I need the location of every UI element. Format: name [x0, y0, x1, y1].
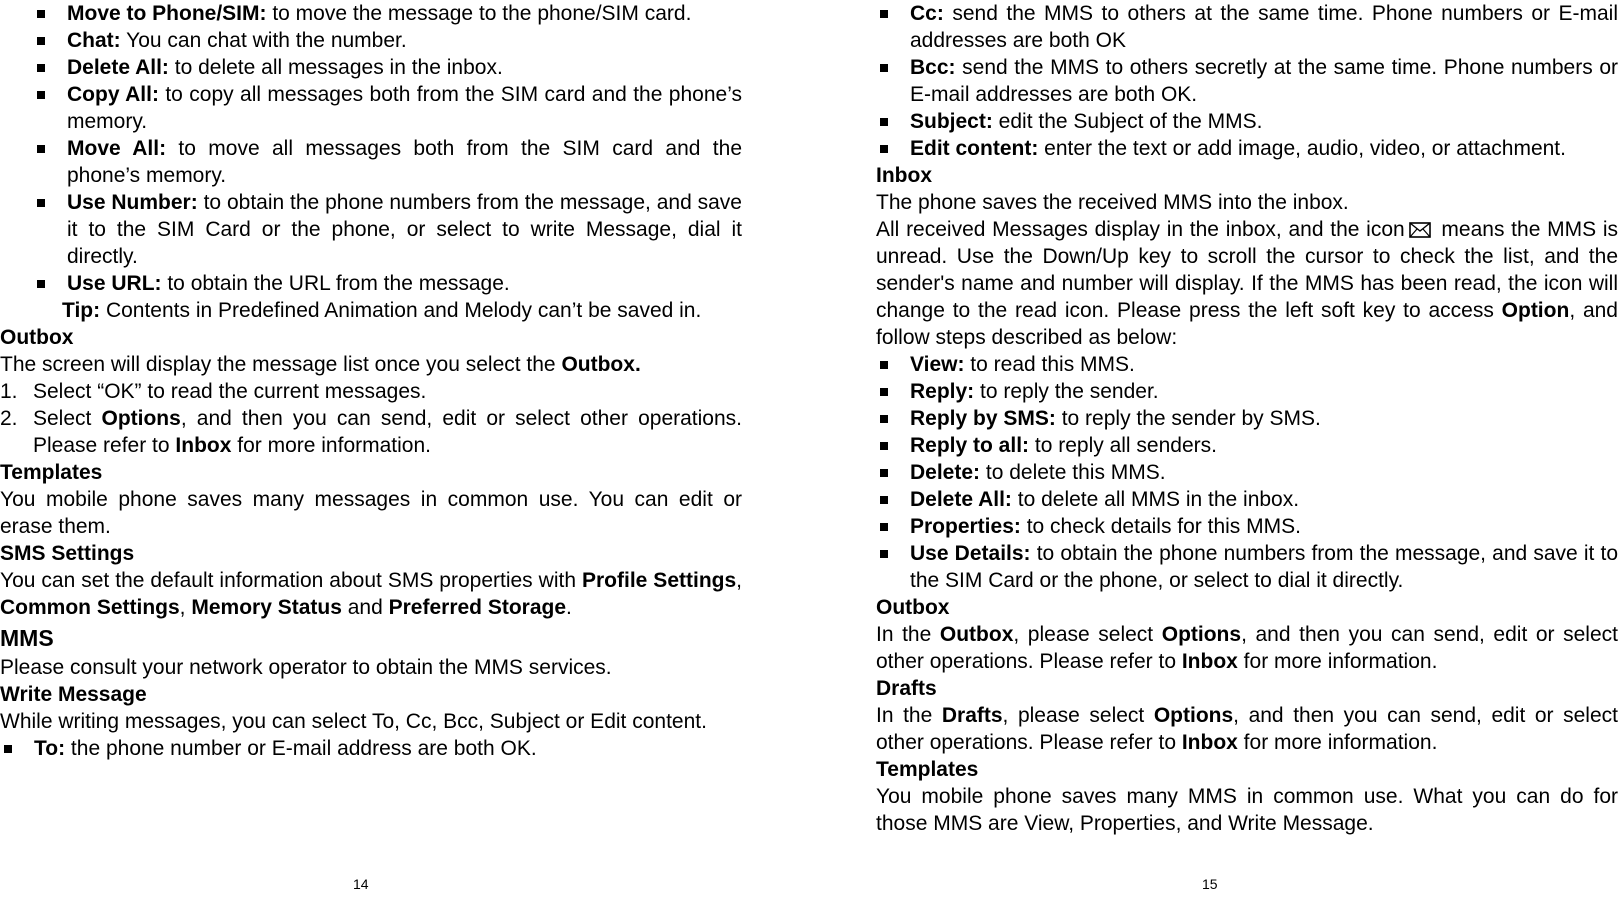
square-bullet-icon: [880, 415, 888, 423]
list-item: [876, 540, 1618, 594]
message-options-list: [0, 0, 742, 297]
option-desc: to check details for this MMS.: [1020, 515, 1301, 538]
outbox-intro: [0, 351, 742, 378]
option-term: Cc:: [910, 2, 944, 25]
step-number: 1.: [0, 380, 18, 403]
outbox-text: [876, 621, 1618, 675]
step-text: for more information.: [231, 434, 431, 457]
step-bold: Options: [101, 407, 181, 430]
option-desc: enter the text or add image, audio, video, or attachment.: [1038, 137, 1566, 160]
drafts-text-part: , please select: [1002, 704, 1154, 727]
option-desc: to obtain the URL from the message.: [161, 272, 510, 295]
square-bullet-icon: [880, 118, 888, 126]
option-desc: to read this MMS.: [964, 353, 1135, 376]
list-item: [0, 189, 742, 270]
envelope-icon: [1409, 222, 1431, 238]
option-desc: to move the message to the phone/SIM card.: [266, 2, 692, 25]
templates-text: You mobile phone saves many MMS in common use. What you can do for those MMS are View, Properties, and Write Message.: [876, 785, 1618, 835]
sms-settings-bold: Preferred Storage: [388, 596, 567, 619]
section-heading-outbox: Outbox: [0, 326, 74, 349]
step-text: , and then you can send, edit or select other operations. Please refer to: [33, 407, 742, 457]
option-term: Properties:: [910, 515, 1021, 538]
list-item: [876, 54, 1618, 108]
list-item: [876, 378, 1618, 405]
option-term: Delete All:: [67, 56, 169, 79]
option-term: View:: [910, 353, 965, 376]
section-heading-mms: MMS: [0, 625, 54, 651]
inbox-options: [876, 351, 1618, 594]
drafts-text-part: , and then you can send, edit or select other operations. Please refer to: [876, 704, 1618, 754]
square-bullet-icon: [4, 745, 12, 753]
drafts-bold: Options: [1153, 704, 1234, 727]
list-item: [0, 81, 742, 135]
section-heading-templates: Templates: [0, 461, 103, 484]
list-item: [0, 270, 742, 297]
inbox-text-part: means the MMS is unread. Use the Down/Up key to scroll the cursor to check the list, and the sender's name and number will display. If the MMS has been read, the icon will change to the read icon. Please press the left soft key to access: [876, 218, 1618, 322]
section-heading-sms-settings: SMS Settings: [0, 542, 135, 565]
option-desc: to delete all messages in the inbox.: [168, 56, 503, 79]
outbox-text-part: for more information.: [1237, 650, 1438, 673]
write-message-options-continued: [876, 0, 1618, 162]
outbox-intro-bold: Outbox.: [561, 353, 641, 376]
square-bullet-icon: [37, 37, 45, 45]
step-bold: Inbox: [175, 434, 232, 457]
option-desc: You can chat with the number.: [120, 29, 407, 52]
square-bullet-icon: [37, 10, 45, 18]
sms-settings-bold: Profile Settings: [581, 569, 737, 592]
square-bullet-icon: [880, 469, 888, 477]
list-item: [876, 135, 1618, 162]
square-bullet-icon: [37, 280, 45, 288]
option-term: Chat:: [67, 29, 121, 52]
list-item: [876, 405, 1618, 432]
option-term: Use URL:: [67, 272, 162, 295]
list-item: [0, 27, 742, 54]
option-term: Subject:: [910, 110, 993, 133]
sms-settings-text: [0, 567, 742, 621]
section-heading-inbox: Inbox: [876, 164, 932, 187]
list-item: [0, 735, 742, 762]
square-bullet-icon: [880, 550, 888, 558]
section-heading-drafts: Drafts: [876, 677, 937, 700]
inbox-text-part: , and follow steps described as below:: [876, 299, 1618, 349]
option-term: Reply:: [910, 380, 975, 403]
step-number: 2.: [0, 407, 18, 430]
square-bullet-icon: [880, 145, 888, 153]
list-item: [0, 378, 742, 405]
list-item: [0, 405, 742, 459]
option-desc: to delete this MMS.: [980, 461, 1166, 484]
option-term: Reply to all:: [910, 434, 1030, 457]
outbox-bold: Options: [1161, 623, 1242, 646]
square-bullet-icon: [880, 496, 888, 504]
sms-settings-text-part: .: [566, 596, 572, 619]
option-desc: send the MMS to others secretly at the same time. Phone numbers or E-mail addresses are both OK.: [910, 56, 1618, 106]
sms-settings-text-part: ,: [736, 569, 742, 592]
templates-text: You mobile phone saves many messages in common use. You can edit or erase them.: [0, 488, 742, 538]
outbox-intro-text: The screen will display the message list once you select the: [0, 353, 562, 376]
list-item: [876, 108, 1618, 135]
option-term: Bcc:: [910, 56, 956, 79]
list-item: [0, 0, 742, 27]
drafts-bold: Drafts: [941, 704, 1003, 727]
list-item: [876, 513, 1618, 540]
drafts-bold: Inbox: [1181, 731, 1238, 754]
square-bullet-icon: [880, 64, 888, 72]
option-desc: to move all messages both from the SIM card and the phone’s memory.: [67, 137, 742, 187]
list-item: [876, 432, 1618, 459]
page-right-content: [876, 0, 1618, 837]
section-heading-outbox: Outbox: [876, 596, 950, 619]
option-term: Move All:: [67, 137, 167, 160]
sms-settings-text-part: and: [341, 596, 389, 619]
square-bullet-icon: [37, 91, 45, 99]
square-bullet-icon: [880, 523, 888, 531]
option-term: Delete:: [910, 461, 981, 484]
list-item: [876, 486, 1618, 513]
option-term: To:: [34, 737, 66, 760]
outbox-steps: [0, 378, 742, 459]
sms-settings-text-part: ,: [179, 596, 192, 619]
option-term: Reply by SMS:: [910, 407, 1056, 430]
section-heading-templates: Templates: [876, 758, 979, 781]
drafts-text-part: In the: [876, 704, 942, 727]
square-bullet-icon: [37, 145, 45, 153]
option-desc: the phone number or E-mail address are both OK.: [65, 737, 537, 760]
square-bullet-icon: [37, 199, 45, 207]
page-number: 15: [1202, 876, 1218, 892]
inbox-text-part: All received Messages display in the inbox, and the icon: [876, 218, 1405, 241]
tip-label: Tip:: [62, 299, 101, 322]
option-desc: to obtain the phone numbers from the message, and save it to the SIM Card or the phone, or select to write Message, dial it directly.: [67, 191, 742, 268]
option-term: Use Number:: [67, 191, 198, 214]
square-bullet-icon: [880, 361, 888, 369]
drafts-text-part: for more information.: [1237, 731, 1438, 754]
step-text: Select: [33, 407, 102, 430]
square-bullet-icon: [37, 64, 45, 72]
list-item: [876, 459, 1618, 486]
outbox-bold: Inbox: [1181, 650, 1238, 673]
list-item: [876, 351, 1618, 378]
outbox-text-part: , please select: [1013, 623, 1162, 646]
tip-text: Contents in Predefined Animation and Melody can’t be saved in.: [100, 299, 702, 322]
list-item: [0, 54, 742, 81]
write-message-options: [0, 735, 742, 762]
outbox-text-part: In the: [876, 623, 940, 646]
inbox-bold: Option: [1501, 299, 1570, 322]
list-item: [0, 135, 742, 189]
option-desc: edit the Subject of the MMS.: [992, 110, 1263, 133]
option-term: Copy All:: [67, 83, 159, 106]
page-number: 14: [353, 876, 369, 892]
option-term: Move to Phone/SIM:: [67, 2, 267, 25]
option-desc: to reply the sender.: [974, 380, 1159, 403]
option-desc: to delete all MMS in the inbox.: [1011, 488, 1300, 511]
write-message-text: While writing messages, you can select To, Cc, Bcc, Subject or Edit content.: [0, 710, 707, 733]
square-bullet-icon: [880, 10, 888, 18]
tip-note: [0, 297, 742, 324]
option-desc: to obtain the phone numbers from the message, and save it to the SIM Card or the phone, or select to dial it directly.: [910, 542, 1619, 592]
inbox-line-1: The phone saves the received MMS into the inbox.: [876, 191, 1349, 214]
option-desc: send the MMS to others at the same time. Phone numbers or E-mail addresses are both OK: [910, 2, 1618, 52]
square-bullet-icon: [880, 442, 888, 450]
list-item: [876, 0, 1618, 54]
option-desc: to copy all messages both from the SIM card and the phone’s memory.: [67, 83, 742, 133]
option-term: Edit content:: [910, 137, 1039, 160]
page-left: [0, 0, 742, 918]
option-desc: to reply the sender by SMS.: [1055, 407, 1321, 430]
sms-settings-bold: Memory Status: [191, 596, 342, 619]
page-left-content: [0, 0, 742, 762]
drafts-text: [876, 702, 1618, 756]
option-term: Delete All:: [910, 488, 1012, 511]
section-heading-write-message: Write Message: [0, 683, 147, 706]
square-bullet-icon: [880, 388, 888, 396]
sms-settings-bold: Common Settings: [0, 596, 180, 619]
sms-settings-text-part: You can set the default information about SMS properties with: [0, 569, 582, 592]
outbox-text-part: , and then you can send, edit or select other operations. Please refer to: [876, 623, 1618, 673]
option-term: Use Details:: [910, 542, 1031, 565]
mms-text: Please consult your network operator to obtain the MMS services.: [0, 656, 612, 679]
inbox-description: [876, 216, 1618, 351]
outbox-bold: Outbox: [939, 623, 1014, 646]
step-text: Select “OK” to read the current messages.: [33, 380, 427, 403]
page-right: [876, 0, 1618, 918]
option-desc: to reply all senders.: [1029, 434, 1217, 457]
